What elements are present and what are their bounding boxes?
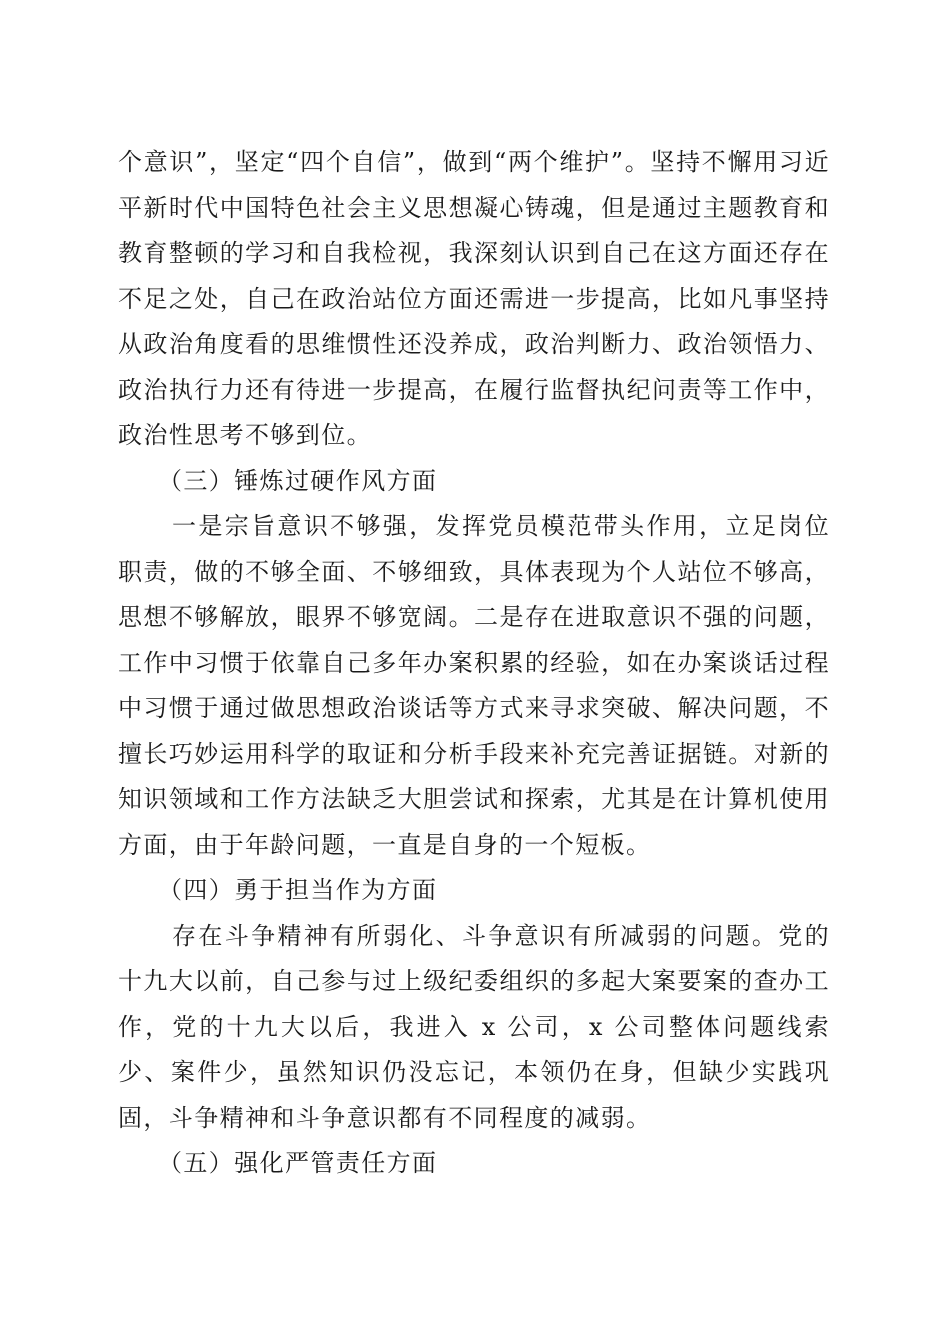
paragraph-work-style: 一是宗旨意识不够强，发挥党员模范带头作用，立足岗位职责，做的不够全面、不够细致，具体表现为个人站位不够高，思想不够解放，眼界不够宽阔。二是存在进取意识不强的问题，工作中习惯于依靠自己多年办案积累的经验，如在办案谈话过程中习惯于通过做思想政治谈话等方式来寻求突破、解决问题，不擅长巧妙运用科学的取证和分析手段来补充完善证据链。对新的知识领域和工作方法缺乏大胆尝试和探索，尤其是在计算机使用方面，由于年龄问题，一直是自身的一个短板。 bbox=[118, 512, 830, 859]
section-heading-strict-management: （五）强化严管责任方面 bbox=[158, 1149, 438, 1177]
section-heading-responsibility: （四）勇于担当作为方面 bbox=[158, 876, 438, 904]
paragraph-struggle-spirit: 存在斗争精神有所弱化、斗争意识有所减弱的问题。党的十九大以前，自己参与过上级纪委组织的多起大案要案的查办工作，党的十九大以后，我进入 x 公司，x 公司整体问题线索少、案件少，虽然知识仍没忘记，本领仍在身，但缺少实践巩固，斗争精神和斗争意识都有不同程度的减弱。 bbox=[118, 921, 830, 1132]
section-heading-work-style: （三）锤炼过硬作风方面 bbox=[158, 466, 438, 495]
paragraph-political-awareness: 个意识”，坚定“四个自信”，做到“两个维护”。坚持不懈用习近平新时代中国特色社会主义思想凝心铸魂，但是通过主题教育和教育整顿的学习和自我检视，我深刻认识到自己在这方面还存在不足之处，自己在政治站位方面还需进一步提高，比如凡事坚持从政治角度看的思维惯性还没养成，政治判断力、政治领悟力、政治执行力还有待进一步提高，在履行监督执纪问责等工作中，政治性思考不够到位。 bbox=[118, 148, 830, 449]
document-body bbox=[118, 140, 830, 1187]
